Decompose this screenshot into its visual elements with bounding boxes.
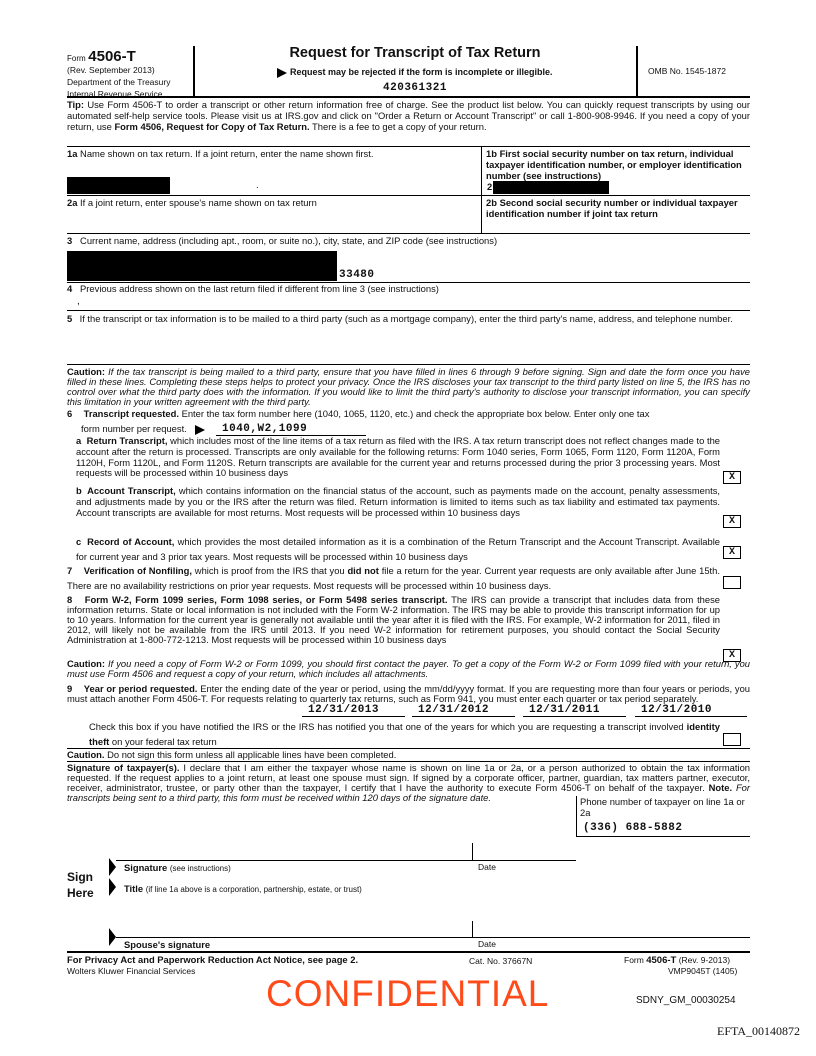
year-field-2[interactable]: 12/31/2012 — [418, 704, 490, 716]
line-8 — [67, 595, 720, 644]
phone-value[interactable]: (336) 688-5882 — [583, 822, 683, 834]
line-9-num: 9 — [67, 683, 73, 694]
line-2a-num: 2a — [67, 197, 78, 208]
signature-field[interactable] — [124, 840, 469, 859]
rule-line-1 — [67, 195, 750, 196]
identity-theft-bold: identity theft — [89, 721, 720, 747]
signature-arrow-icon — [109, 858, 116, 876]
checkbox-6a[interactable]: X — [723, 471, 741, 484]
barcode-number: 420361321 — [383, 82, 447, 94]
spouse-label: Spouse's signature — [124, 939, 211, 950]
signature-label-text: Signature — [124, 862, 168, 873]
tip-text1: Use Form 4506-T to order a transcript or other return information free of charge. See the product list below. You can quickly request transcripts by using our automated self-help service tools. Please visit us at IRS.gov and click on "Order a Return or Account Transcript" or call 1-800-908-9946. If you need a copy of your return, use — [67, 99, 750, 132]
line-4-label — [67, 284, 750, 295]
line-9 — [67, 684, 750, 704]
omb-number: OMB No. 1545-1872 — [648, 66, 726, 76]
line-6c-num: c — [76, 536, 82, 547]
line-7-heading: Verification of Nonfiling, — [83, 565, 192, 576]
signature-declaration-label: Signature of taxpayer(s). — [67, 762, 180, 773]
sign-here-label — [67, 870, 94, 901]
line-6-num: 6 — [67, 408, 73, 419]
form-number: 4506-T — [88, 48, 136, 65]
line-2b-text: Second social security number or individual taxpayer identification number if joint tax return — [486, 197, 738, 219]
line-6a-text: which includes most of the line items of a tax return as filed with the IRS. A tax return transcript does not reflect changes made to the account after the return is processed. Transcripts are only available for the following returns: Form 1040 series, Form 1065, Form 1120, Form 1120A, Form 1120H, Form 1120L, and Form 1120S. Return transcripts are available for the current year and returns processed during the prior 3 processing years. Most requests will be processed within 10 business days — [76, 435, 721, 479]
form-subtitle-text: Request may be rejected if the form is incomplete or illegible. — [289, 67, 553, 77]
title-arrow-icon — [109, 878, 116, 896]
signature-date-divider — [472, 843, 473, 860]
line-1a-num: 1a — [67, 148, 78, 159]
checkbox-8[interactable]: X — [723, 649, 741, 662]
bates-number: SDNY_GM_00030254 — [636, 995, 736, 1006]
line-6-value[interactable]: 1040,W2,1099 — [222, 423, 308, 435]
line-6b-heading: Account Transcript, — [87, 485, 176, 496]
title-label-note: (if line 1a above is a corporation, partnership, estate, or trust) — [145, 885, 362, 894]
line-7-text-b: file a return for the year. Current year requests are only available after June 15th. There are no availability restrictions on prior year requests. Most requests will be processed within 10 business days. — [67, 565, 720, 591]
year-field-1[interactable]: 12/31/2013 — [308, 704, 380, 716]
spouse-rule — [116, 937, 750, 938]
footer-publisher: Wolters Kluwer Financial Services — [67, 966, 196, 976]
redaction-1a — [67, 177, 170, 194]
line-9-heading: Year or period requested. — [83, 683, 198, 694]
line-8-text: The IRS can provide a transcript that includes data from these information returns. State or local information is not included with the Form W-2 information. The IRS may be able to provide this transcript information for up to 10 years. Information for the current year is generally not available until the year after it is filed with the IRS. For example, W-2 information for 2011, filed in 2012, will likely not be available from the IRS until 2013. If you need W-2 information for retirement purposes, you should contact the Social Security Administration at 1-800-772-1213. Most requests will be processed within 10 business days — [67, 594, 721, 645]
line-7 — [67, 564, 720, 593]
form-id-block — [67, 48, 192, 100]
line-4-num: 4 — [67, 283, 73, 294]
line-6c-heading: Record of Account, — [87, 536, 175, 547]
rule-line-2 — [67, 233, 750, 234]
line-1b-value[interactable]: 2 — [487, 181, 493, 192]
spouse-date-divider — [472, 921, 473, 937]
line-1a-value[interactable]: . — [256, 179, 259, 190]
footer-form-prefix: Form — [624, 955, 644, 965]
line-1b-label — [486, 149, 750, 181]
year-rule-3 — [523, 716, 626, 717]
year-field-4[interactable]: 12/31/2010 — [641, 704, 713, 716]
year-rule-2 — [412, 716, 515, 717]
year-rule-4 — [635, 716, 747, 717]
footer-cat: Cat. No. 37667N — [469, 956, 533, 966]
line-1-divider — [481, 146, 482, 195]
title-field[interactable] — [124, 898, 469, 916]
identity-theft-text — [89, 720, 720, 749]
line-7-bold: did not — [347, 565, 379, 576]
line-5-text: If the transcript or tax information is to be mailed to a third party (such as a mortgage company), enter the third party's name, address, and telephone number. — [79, 313, 733, 324]
spouse-field[interactable] — [124, 920, 469, 936]
line-7-text-a: which is proof from the IRS that you — [194, 565, 345, 576]
line-8-heading: Form W-2, Form 1099 series, Form 1098 series, or Form 5498 series transcript. — [84, 594, 448, 605]
form-dept: Department of the Treasury — [67, 77, 171, 88]
form-prefix: Form — [67, 54, 86, 63]
here-label: Here — [67, 885, 94, 900]
line-6-text2: form number per request. — [81, 423, 187, 434]
checkbox-7[interactable] — [723, 576, 741, 589]
caution-1-text: If the tax transcript is being mailed to a third party, ensure that you have filled in lines 6 through 9 before signing. Sign and date the form once you have filled in these lines. Completing these steps helps to protect your privacy. Once the IRS discloses your tax transcript to the third party listed on line 5, the IRS has no control over what the third party does with the information. If you would like to limit the third party's authority to disclose your transcript information, you can specify this limitation in your written agreement with the third party. — [67, 366, 750, 407]
line-3-num: 3 — [67, 235, 73, 246]
form-title: Request for Transcript of Tax Return — [289, 45, 541, 61]
spouse-arrow-icon — [109, 928, 116, 946]
line-6-label — [67, 409, 750, 420]
title-label — [124, 884, 362, 895]
tip-paragraph — [67, 100, 750, 132]
form-revision: (Rev. September 2013) — [67, 65, 155, 76]
year-field-3[interactable]: 12/31/2011 — [529, 704, 601, 716]
line-9-text: Enter the ending date of the year or period, using the mm/dd/yyyy format. If you are requesting more than four years or periods, you must attach another Form 4506-T. For requests relating to quarterly tax returns, such as Form 941, you must enter each quarter or tax period separately. — [67, 683, 751, 704]
signature-declaration-text: I declare that I am either the taxpayer whose name is shown on line 1a or 2a, or a person authorized to obtain the tax information requested. If the request applies to a joint return, at least one spouse must sign. If signed by a corporate officer, partner, guardian, tax matters partner, executor, receiver, administrator, trustee, or party other than the taxpayer, I certify that I have the authority to execute Form 4506-T on behalf of the taxpayer. — [67, 762, 750, 793]
line-6b-num: b — [76, 485, 82, 496]
phone-label: Phone number of taxpayer on line 1a or 2a — [580, 796, 745, 818]
caution-3-label: Caution. — [67, 749, 105, 760]
signature-note-text: For transcripts being sent to a third party, this form must be received within 120 days of the signature date. — [67, 781, 750, 803]
line-2-divider — [481, 195, 482, 233]
line-1b-text: First social security number on tax return, individual taxpayer identification number, or employer identification number (see instructions) — [486, 148, 742, 181]
line-3-value[interactable]: 33480 — [339, 269, 375, 281]
phone-divider — [576, 796, 577, 836]
tip-bold: Form 4506, Request for Copy of Tax Return. — [114, 120, 310, 132]
confidential-stamp: CONFIDENTIAL — [266, 973, 550, 1014]
line-6-heading: Transcript requested. — [83, 408, 179, 419]
identity-theft-a: Check this box if you have notified the IRS or the IRS has notified you that one of the years for which you are requesting a transcript involved — [89, 721, 684, 732]
spouse-date-label: Date — [478, 939, 496, 949]
tip-label: Tip: — [67, 99, 85, 110]
caution-1-label: Caution: — [67, 366, 106, 377]
year-rule-1 — [302, 716, 405, 717]
rule-tip — [67, 146, 750, 147]
footer-privacy: For Privacy Act and Paperwork Reduction Act Notice, see page 2. — [67, 954, 359, 965]
signature-rule — [116, 860, 576, 861]
line-8-num: 8 — [67, 594, 73, 605]
caution-2 — [67, 659, 750, 679]
footer-form-rev: (Rev. 9-2013) — [678, 955, 731, 965]
identity-theft-b: on your federal tax return — [111, 735, 217, 747]
line-3-text: Current name, address (including apt., room, or suite no.), city, state, and ZIP code (see instructions) — [80, 235, 498, 246]
line-6-form-row — [81, 424, 205, 435]
footer-vmp: VMP9045T (1405) — [668, 966, 738, 976]
line-3-label — [67, 236, 750, 247]
checkbox-6c[interactable]: X — [723, 546, 741, 559]
title-label-text: Title — [124, 883, 144, 894]
phone-rule — [576, 836, 750, 837]
header-bottom-rule — [67, 96, 750, 98]
efta-number: EFTA_00140872 — [717, 1024, 801, 1038]
line-2b-label — [486, 198, 750, 220]
line-5-num: 5 — [67, 313, 73, 324]
signature-date-label: Date — [478, 862, 496, 872]
caution-2-label: Caution: — [67, 658, 106, 669]
rule-line-5 — [67, 364, 750, 365]
line-6a — [76, 436, 720, 479]
checkbox-identity-theft[interactable] — [723, 733, 741, 746]
caution-1 — [67, 367, 750, 407]
line-6c-text: which provides the most detailed information as it is a combination of the Return Transcript and the Account Transcript. Available for current year and 3 prior tax years. Most requests will be processed within 10 business days — [76, 536, 721, 562]
line-1b-num: 1b — [486, 148, 497, 159]
line-5-label — [67, 314, 750, 325]
footer-form-number: 4506-T — [646, 955, 677, 966]
line-6b — [76, 486, 720, 518]
line-6c — [76, 535, 720, 564]
arrow-icon — [277, 68, 287, 78]
line-6a-heading: Return Transcript, — [86, 435, 168, 446]
line-6-text: Enter the tax form number here (1040, 1065, 1120, etc.) and check the appropriate box below. Enter only one tax — [181, 408, 650, 419]
header-divider-right — [636, 46, 638, 96]
form-irs: Internal Revenue Service — [67, 88, 163, 99]
rule-line-4 — [67, 310, 750, 311]
line-6b-text: which contains information on the financial status of the account, such as payments made on the account, penalty assessments, and adjustments made by you or the IRS after the return was filed. Return information is limited to items such as tax liability and estimated tax payments. Account transcripts are available for most returns. Most requests will be processed within 10 business days — [76, 485, 720, 518]
redaction-3 — [67, 251, 337, 281]
redaction-1b — [493, 181, 609, 194]
line-7-num: 7 — [67, 565, 73, 576]
sign-label: Sign — [67, 870, 93, 884]
checkbox-6b[interactable]: X — [723, 515, 741, 528]
line-6a-num: a — [76, 435, 82, 446]
caution-3-text: Do not sign this form unless all applicable lines have been completed. — [107, 749, 397, 760]
tip-text2: There is a fee to get a copy of your return. — [312, 120, 487, 132]
signature-label-note: (see instructions) — [169, 864, 231, 873]
footer-rule — [67, 951, 750, 953]
line-1a-label — [67, 149, 477, 160]
line-2a-text: If a joint return, enter spouse's name shown on tax return — [80, 197, 317, 208]
line-4-text: Previous address shown on the last return filed if different from line 3 (see instructions) — [80, 283, 439, 294]
line-2a-label — [67, 198, 477, 209]
line-1a-text: Name shown on tax return. If a joint return, enter the name shown first. — [80, 148, 374, 159]
form-subtitle — [194, 67, 636, 78]
caution-2-text: If you need a copy of Form W-2 or Form 1099, you should first contact the payer. To get a copy of the Form W-2 or Form 1099 filed with your return, you must use Form 4506 and request a copy of your return, which includes all attachments. — [67, 658, 750, 679]
caution-3 — [67, 750, 750, 761]
arrow-icon — [195, 425, 205, 435]
line-4-value[interactable]: , — [77, 296, 80, 307]
signature-note-label: Note. — [708, 781, 733, 793]
line-2b-num: 2b — [486, 197, 497, 208]
signature-label — [124, 863, 231, 874]
